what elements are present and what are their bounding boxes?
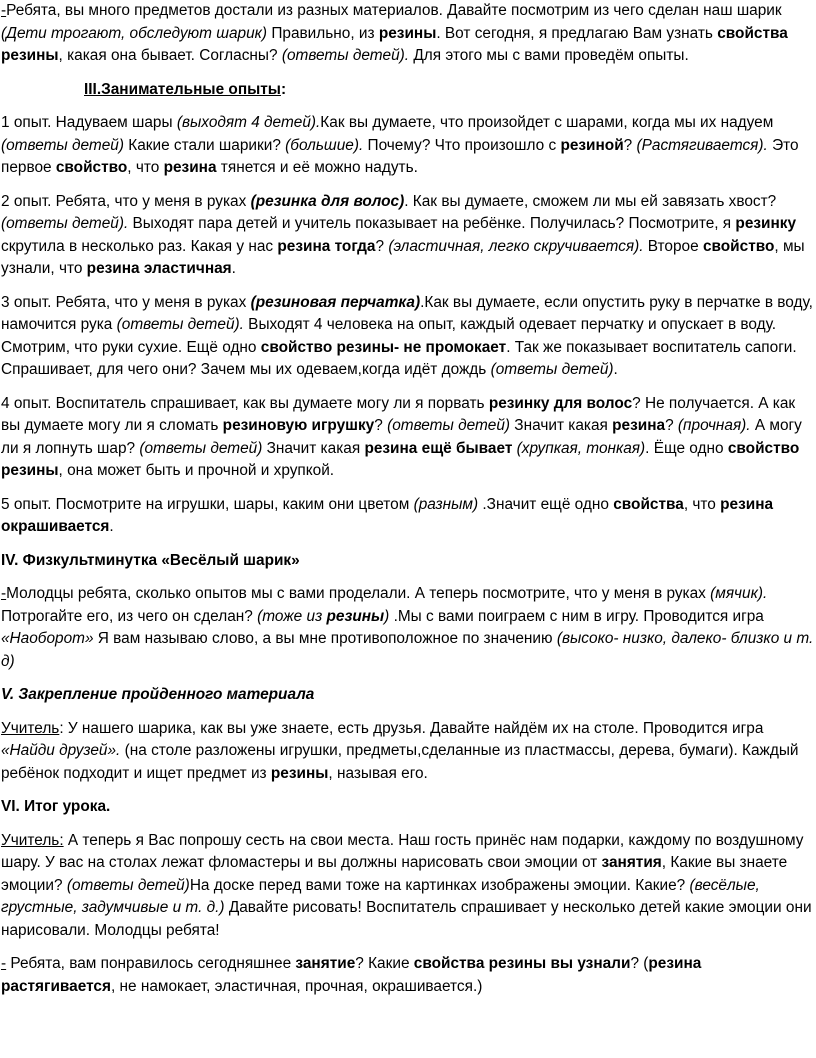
emphasis: свойство [702, 237, 775, 255]
dash: - [1, 585, 7, 602]
remark: (большие). [285, 136, 364, 154]
emphasis: свойства резины [1, 24, 788, 64]
text: Потрогайте его, из чего он сделан? [1, 607, 258, 625]
remark: (тоже из [257, 607, 327, 625]
text: , она может быть и прочной и хрупкой. [58, 462, 335, 479]
emphasis: свойства резины вы узнали [413, 955, 631, 972]
text: Ребята, вам понравилось сегодняшнее [6, 955, 296, 972]
text: . Ёще одно [645, 439, 728, 457]
text: , называя его. [328, 764, 428, 782]
remark: (высоко- низко, далеко- близко и т. д) [1, 630, 814, 670]
text: . Как вы думаете, сможем ли мы ей завязать хвост? [404, 192, 777, 210]
remark: (Растягивается). [636, 136, 768, 154]
emphasis: свойства [613, 495, 684, 513]
section-3-colon: : [280, 80, 287, 98]
text: . [613, 361, 618, 378]
fizkultminutka-paragraph [1, 583, 816, 673]
remark: (Дети трогают, обследуют шарик) [1, 24, 268, 42]
text: скрутила в несколько раз. Какая у нас [1, 237, 278, 255]
text: Я вам называю слово, а вы мне противоположное по значению [93, 630, 557, 647]
experiment-1-paragraph [1, 112, 816, 180]
emphasis: резиновую игрушку [222, 417, 375, 434]
text: ? Не получается. А как вы думаете могу ли я сломать [1, 394, 796, 434]
remark: (хрупкая, тонкая) [516, 439, 646, 457]
section-5-heading: V. Закрепление пройденного материала [1, 686, 315, 703]
text: .Мы с вами поиграем с ним в игру. Проводится игра [389, 607, 764, 625]
game-name: «Найди друзей». [1, 742, 121, 759]
text: : У нашего шарика, как вы уже знаете, есть друзья. Давайте найдём их на столе. Проводится игра [59, 719, 764, 737]
text: , что [683, 495, 721, 513]
text: . Вот сегодня, я предлагаю Вам узнать [436, 24, 718, 42]
emphasis: резина эластичная [86, 260, 232, 277]
experiment-2-paragraph [1, 191, 816, 281]
text: Значит какая [510, 417, 613, 434]
emphasis: резина тогда [277, 237, 376, 255]
emphasis: резина ещё бывает [364, 439, 513, 457]
dash: - [1, 955, 7, 972]
text: Молодцы ребята, сколько опытов мы с вами проделали. А теперь посмотрите, что у меня в руках [6, 585, 711, 602]
emphasis: занятия [601, 854, 662, 871]
game-name: «Наоборот» [1, 630, 94, 647]
text: 1 опыт. Надуваем шары [1, 114, 177, 131]
text: , не намокает, эластичная, прочная, окрашивается.) [110, 977, 483, 995]
text: . [231, 260, 236, 277]
emphasis: резины [378, 24, 437, 42]
remark: (ответы детей) [139, 439, 263, 457]
text: , что [127, 159, 164, 176]
text: Давайте рисовать! Воспитатель спрашивает у несколько детей какие эмоции они нарисовали. Молодцы ребята! [1, 899, 812, 939]
text: . [109, 518, 114, 535]
emphasis: занятие [295, 955, 356, 972]
text: Выходят пара детей и учитель показывает на ребёнке. Получилась? Посмотрите, я [128, 215, 736, 232]
text: Второе [643, 237, 703, 255]
text: , мы узнали, что [1, 237, 805, 277]
emphasis: свойство резины- не промокает [260, 338, 507, 356]
text: Для этого мы с вами проведём опыты. [409, 47, 689, 64]
text: . Так же показывает воспитатель сапоги. Спрашивает, для чего они? Зачем мы их одеваем,когда идёт дождь [1, 338, 797, 378]
emphasis: резина [163, 159, 217, 176]
emphasis: резина окрашивается [1, 495, 774, 535]
dash: - [1, 2, 7, 19]
experiment-5-paragraph [1, 494, 816, 539]
text: тянется и её можно надуть. [216, 159, 418, 176]
text: Какие стали шарики? [123, 136, 286, 154]
emphasis-remark: резины [326, 607, 385, 625]
text: А могу ли я лопнуть шар? [1, 417, 802, 457]
remark: ) [384, 607, 390, 625]
remark: (ответы детей). [1, 215, 129, 232]
remark: (ответы детей) [387, 417, 511, 434]
remark: (ответы детей) [490, 361, 614, 378]
remark: (ответы детей). [281, 47, 410, 64]
remark: (эластичная, легко скручивается). [388, 237, 644, 255]
emphasis-remark: (резинка для волос) [250, 192, 405, 210]
text: , какая она бывает. Согласны? [58, 47, 282, 64]
emphasis: резинку [735, 215, 797, 232]
remark: (выходят 4 детей). [176, 114, 321, 131]
text: На доске перед вами тоже на картинках изображены эмоции. Какие? [189, 876, 690, 894]
experiment-3-paragraph [1, 292, 816, 382]
remark: (прочная). [677, 417, 751, 434]
text: , Какие вы знаете эмоции? [1, 854, 788, 894]
remark: (ответы детей) [1, 136, 124, 154]
section-3-heading [1, 79, 816, 102]
text: 4 опыт. Воспитатель спрашивает, как вы думаете могу ли я порвать [1, 394, 489, 412]
text: 2 опыт. Ребята, что у меня в руках [1, 192, 251, 210]
emphasis: свойство [55, 159, 128, 176]
itog-paragraph [1, 830, 816, 943]
emphasis: резина растягивается [1, 955, 702, 995]
section-4-heading: IV. Физкультминутка «Весёлый шарик» [1, 551, 300, 569]
text: Значит какая [262, 439, 365, 457]
text: Как вы думаете, что произойдет с шарами, когда мы их надуем [320, 114, 774, 131]
speaker-label: Учитель [1, 719, 60, 737]
text: (на столе разложены игрушки, предметы,сделанные из пластмассы, дерева, бумаги). Каждый ребёнок подходит и ищет предмет из [1, 742, 799, 782]
emphasis: резина [612, 417, 666, 434]
remark: (ответы детей). [116, 316, 244, 333]
text: А теперь я Вас попрошу сесть на свои места. Наш гость принёс нам подарки, каждому по воздушному шару. У вас на столах лежат фломастеры и вы должны нарисовать свои эмоции от [1, 831, 804, 871]
text: Правильно, из [267, 24, 379, 42]
text: ? ( [630, 955, 649, 972]
emphasis: резины [270, 764, 329, 782]
text: Это первое [1, 136, 799, 176]
intro-paragraph [1, 0, 816, 68]
section-6-heading: VI. Итог урока. [1, 798, 111, 815]
final-paragraph [1, 953, 816, 998]
text: Почему? Что произошло с [363, 136, 561, 154]
emphasis: резиной [560, 136, 624, 154]
section-3-title: III.Занимательные опыты [84, 80, 281, 98]
emphasis-remark: (резиновая перчатка) [250, 293, 421, 311]
text: .Как вы думаете, если опустить руку в перчатке в воду, намочится рука [1, 293, 813, 333]
text: Выходят 4 человека на опыт, каждый одевает перчатку и опускает в воду. Смотрим, что руки сухие. Ещё одно [1, 316, 777, 356]
text: ? [375, 237, 389, 255]
text: 5 опыт. Посмотрите на игрушки, шары, каким они цветом [1, 495, 414, 513]
text: ? Какие [355, 955, 414, 972]
text: ? [623, 136, 637, 154]
text: Ребята, вы много предметов достали из разных материалов. Давайте посмотрим из чего сделан наш шарик [6, 2, 782, 19]
remark: (мячик). [710, 585, 768, 602]
speaker-label: Учитель: [1, 831, 64, 849]
remark: (разным) [413, 495, 479, 513]
text: ? [665, 417, 678, 434]
zakreplenie-paragraph [1, 718, 816, 786]
remark: (весёлые, грустные, задумчивые и т. д.) [1, 876, 760, 916]
experiment-4-paragraph [1, 393, 816, 483]
text: .Значит ещё одно [478, 495, 614, 513]
remark: (ответы детей) [66, 876, 190, 894]
text: ? [374, 417, 388, 434]
text: 3 опыт. Ребята, что у меня в руках [1, 293, 251, 311]
emphasis: свойство резины [1, 439, 800, 479]
emphasis: резинку для волос [488, 394, 633, 412]
